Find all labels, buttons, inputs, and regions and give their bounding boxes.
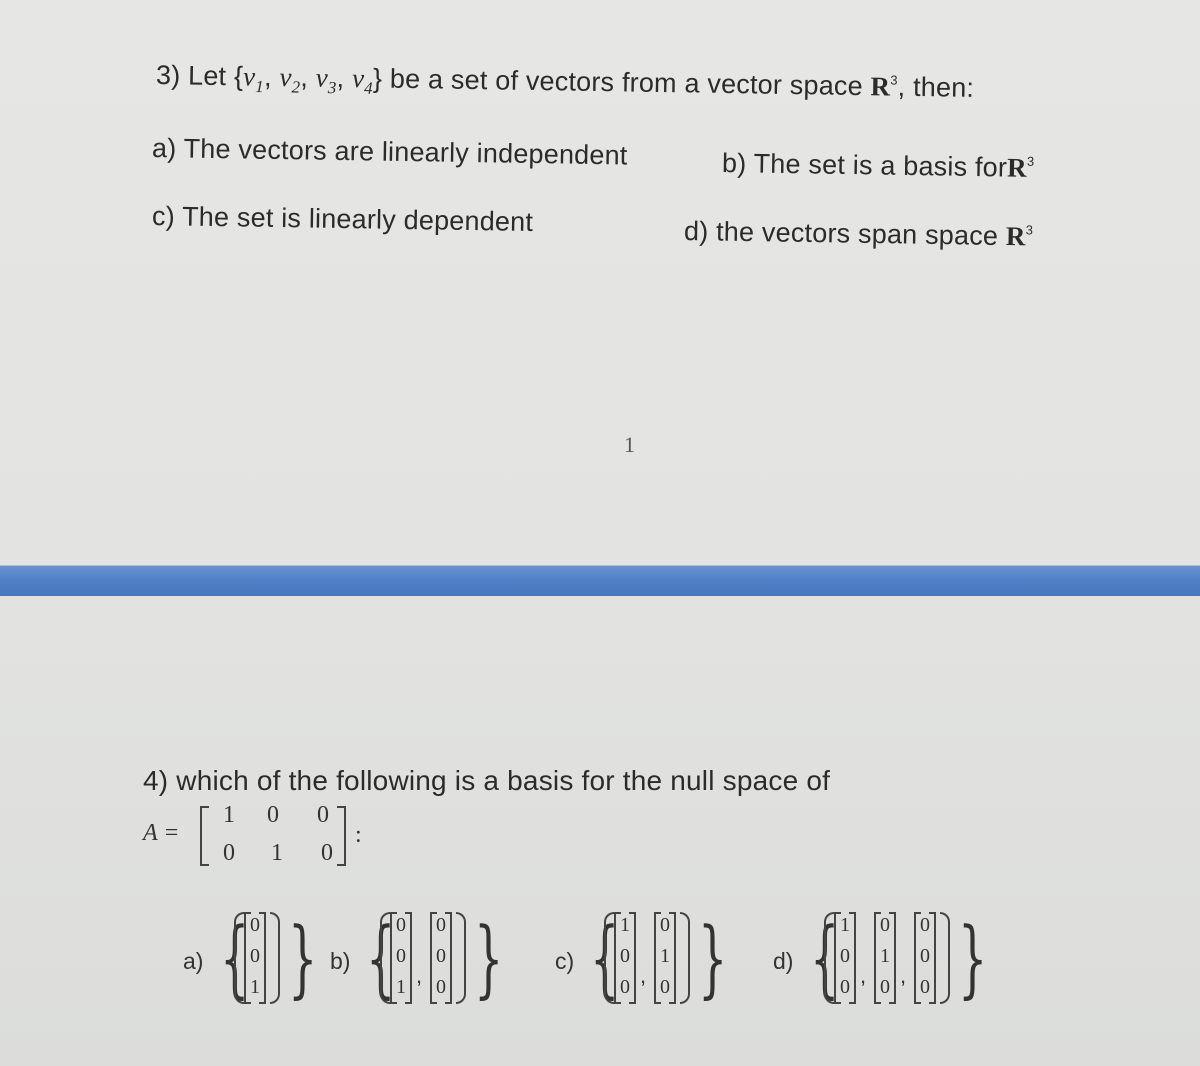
vector-v1: $v_1$ [242, 61, 265, 97]
real-space-symbol: R [1006, 152, 1028, 183]
set-left-paren [234, 912, 244, 1004]
vector-entry: 1 [840, 914, 850, 936]
set-right-paren [270, 912, 280, 1004]
column-vector [430, 912, 452, 1004]
vector-entry: 1 [620, 914, 630, 936]
set-close-brace: } [474, 909, 504, 1007]
vector-entry: 0 [840, 945, 850, 967]
matrix-cell: 1 [223, 802, 235, 828]
real-space-exponent: 3 [1026, 153, 1035, 169]
vector-entry: 0 [660, 976, 670, 998]
matrix-right-bracket [337, 806, 346, 866]
vector-v2: $v_2$ [279, 61, 301, 97]
q3-option-b-text: b) The set is a basis for [721, 148, 1008, 183]
set-close-brace: } [958, 909, 988, 1007]
vector-entry: 0 [880, 976, 890, 998]
column-vector [654, 912, 676, 1004]
set-right-paren [940, 912, 950, 1004]
page-number: 1 [624, 432, 635, 457]
vector-entry: 0 [660, 914, 670, 936]
matrix-cell: 0 [321, 840, 333, 866]
vector-entry: 0 [840, 976, 850, 998]
q4-option-c-label: c) [555, 948, 575, 974]
matrix-a [143, 802, 383, 868]
vector-separator: , [416, 963, 423, 988]
matrix-name: A = [143, 820, 180, 846]
set-close-brace: } [372, 63, 383, 94]
vector-v4: $v_4$ [351, 63, 373, 98]
matrix-cell: 0 [317, 802, 329, 828]
vector-entry: 0 [396, 914, 406, 936]
vector-entry: 0 [436, 914, 446, 936]
vector-entry: 0 [920, 945, 930, 967]
vector-entry: 1 [660, 945, 670, 967]
matrix-cell: 0 [223, 840, 235, 866]
set-right-paren [680, 912, 690, 1004]
set-left-paren [604, 912, 614, 1004]
matrix-cell: 0 [267, 802, 279, 828]
vector-separator: , [860, 963, 867, 988]
vector-entry: 1 [880, 945, 890, 967]
vector-entry: 0 [620, 945, 630, 967]
q4-option-a-set [214, 908, 324, 1008]
matrix-end: : [355, 822, 362, 848]
q3-option-a [152, 133, 628, 171]
page-divider-bar [0, 565, 1200, 596]
matrix-left-bracket [200, 806, 209, 866]
set-close-brace: } [288, 909, 318, 1007]
q3-option-d-text: d) the vectors span space [683, 216, 1007, 252]
set-open-brace: { [233, 61, 244, 92]
q4-option-b-set [360, 908, 520, 1008]
vector-entry: 1 [250, 976, 260, 998]
set-open-brace: { [590, 909, 620, 1007]
vector-entry: 0 [436, 976, 446, 998]
question-4-stem [143, 765, 830, 797]
q4-option-b-label: b) [330, 948, 351, 974]
real-space-exponent: 3 [890, 72, 898, 88]
q4-option-a-label: a) [183, 948, 204, 974]
real-space-exponent: 3 [1025, 222, 1034, 238]
set-left-paren [380, 912, 390, 1004]
q4-text: 4) which of the following is a basis for the null space of [143, 765, 831, 796]
matrix-cell: 1 [271, 840, 283, 866]
column-vector [874, 912, 896, 1004]
vector-entry: 0 [880, 914, 890, 936]
set-open-brace: { [220, 909, 250, 1007]
vector-entry: 0 [396, 945, 406, 967]
column-vector [390, 912, 412, 1004]
set-open-brace: { [366, 909, 396, 1007]
q3-suffix: , then: [897, 71, 975, 103]
q4-option-d-set [804, 908, 1004, 1008]
q3-option-c-text: c) The set is linearly dependent [151, 201, 534, 237]
vector-entry: 0 [620, 976, 630, 998]
set-close-brace: } [698, 909, 728, 1007]
set-open-brace: { [810, 909, 840, 1007]
set-right-paren [456, 912, 466, 1004]
vector-entry: 0 [920, 914, 930, 936]
q3-option-c [152, 201, 534, 238]
real-space-symbol: R [1005, 221, 1026, 252]
vector-entry: 0 [436, 945, 446, 967]
q4-option-d-label: d) [773, 948, 794, 974]
q3-mid: be a set of vectors from a vector space [381, 63, 871, 102]
q3-option-b [722, 148, 1035, 184]
vector-entry: 0 [920, 976, 930, 998]
q3-prefix: 3) Let [155, 60, 235, 92]
q3-option-d [684, 216, 1033, 252]
set-left-paren [824, 912, 834, 1004]
question-3-stem: 3) Let {$v_1$, $v_2$, $v_3$, $v_4$} be a set of vectors from a vector space $R^3$, then: [155, 60, 975, 103]
q3-option-a-text: a) The vectors are linearly independent [151, 133, 628, 171]
vector-separator: , [900, 963, 907, 988]
column-vector [834, 912, 856, 1004]
column-vector [244, 912, 266, 1004]
column-vector [914, 912, 936, 1004]
vector-v3: $v_3$ [315, 62, 337, 98]
vector-separator: , [640, 963, 647, 988]
vector-entry: 1 [396, 976, 406, 998]
real-space-symbol: R [870, 71, 891, 102]
column-vector [614, 912, 636, 1004]
q4-option-c-set [584, 908, 744, 1008]
vector-entry: 0 [250, 914, 260, 936]
vector-entry: 0 [250, 945, 260, 967]
